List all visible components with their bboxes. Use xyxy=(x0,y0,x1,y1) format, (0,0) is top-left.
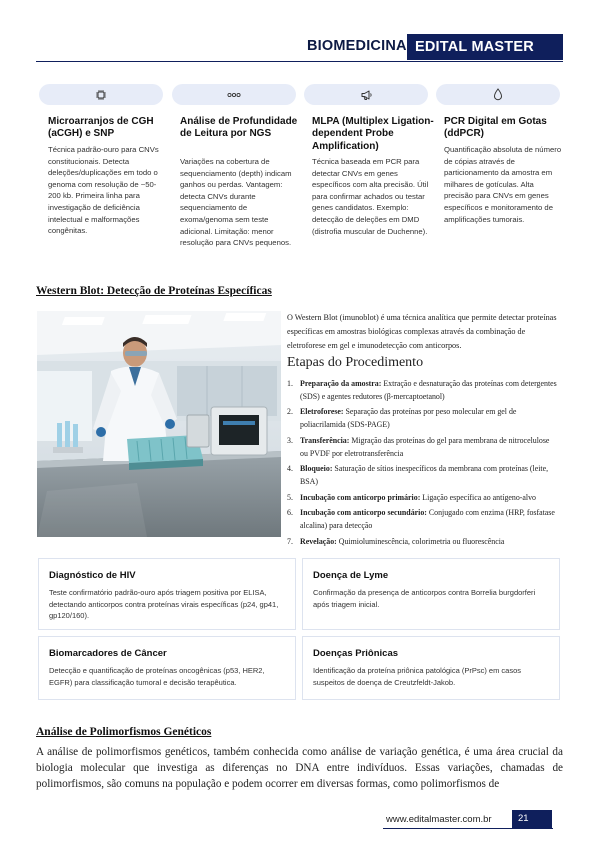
application-card xyxy=(38,636,296,700)
method-text-4: Quantificação absoluta de número de cópias através de particionamento da amostra em milhares de gotículas. Alta precisão para CNVs em genes específicos e monitoramento de amplificações tumorais. xyxy=(444,145,562,224)
step-label: Revelação: xyxy=(300,536,337,546)
step-label: Transferência: xyxy=(300,435,350,445)
application-card xyxy=(302,636,560,700)
method-pill-2 xyxy=(172,84,296,105)
card-text: Teste confirmatório padrão-ouro após triagem positiva por ELISA, detectando anticorpos contra proteínas virais específicas (p24, gp41, gp120/160). xyxy=(49,588,279,621)
application-card xyxy=(38,558,296,630)
step-item xyxy=(287,492,559,505)
step-item xyxy=(287,378,559,403)
card-title: Doenças Priônicas xyxy=(313,648,399,659)
step-number: 7. xyxy=(287,536,293,546)
step-number: 2. xyxy=(287,407,293,417)
step-number: 6. xyxy=(287,508,293,518)
procedure-steps xyxy=(287,378,559,551)
card-text: Confirmação da presença de anticorpos contra Borrelia burgdorferi após triagem inicial. xyxy=(313,588,536,609)
western-blot-heading: Western Blot: Detecção de Proteínas Específicas xyxy=(36,285,272,297)
card-text: Identificação da proteína priônica patológica (PrPsc) em casos suspeitos de doença de Creutzfeldt-Jakob. xyxy=(313,666,522,687)
step-number: 3. xyxy=(287,435,293,445)
method-title-1: Microarranjos de CGH (aCGH) e SNP xyxy=(48,116,154,140)
step-text: Extração e desnaturação das proteínas com detergentes (SDS) e agentes redutores (β-mercaptoetanol) xyxy=(300,379,557,401)
step-item xyxy=(287,463,559,488)
step-text: Saturação de sítios inespecíficos da membrana com proteínas (leite, BSA) xyxy=(300,464,549,486)
footer-divider xyxy=(383,828,553,829)
footer-url[interactable]: www.editalmaster.com.br xyxy=(386,814,492,825)
western-blot-intro: O Western Blot (imunoblot) é uma técnica analítica que permite detectar proteínas específicas em amostras biológicas complexas através da combinação de eletroforese em gel e imunodetecção com anticorpos. xyxy=(287,313,557,350)
step-number: 1. xyxy=(287,379,293,388)
polymorphism-paragraph: A análise de polimorfismos genéticos, também conhecida como análise de variação genética, é uma área crucial da biologia molecular que investiga as diferenças no DNA entre indivíduos. Essas variações, chamadas de polimorfismos, são comuns na população e podem ocorrer em diversas formas, como polimorfismos de xyxy=(36,746,563,790)
method-text-3: Técnica baseada em PCR para detectar CNVs em genes específicos com alta precisão. Útil para confirmar achados ou testar genes candidatos. Exemplo: detecção de deleções em DMD (distrofia muscular de Duchenne). xyxy=(312,157,429,236)
step-label: Incubação com anticorpo secundário: xyxy=(300,508,427,518)
dots-icon xyxy=(227,92,241,98)
method-pill-1 xyxy=(39,84,163,105)
steps-heading: Etapas do Procedimento xyxy=(287,355,424,370)
method-title-4: PCR Digital em Gotas (ddPCR) xyxy=(444,116,547,140)
polymorphism-heading: Análise de Polimorfismos Genéticos xyxy=(36,726,212,738)
step-text: Conjugado com enzima (HRP, fosfatase alcalina) para detecção xyxy=(300,508,555,531)
header-brand: EDITAL MASTER xyxy=(407,34,563,60)
method-pill-3 xyxy=(304,84,428,105)
step-label: Bloqueio: xyxy=(300,464,333,474)
droplet-icon xyxy=(493,88,503,101)
megaphone-icon xyxy=(360,89,373,101)
method-title-2: Análise de Profundidade de Leitura por NGS xyxy=(180,116,298,140)
step-text: Quimioluminescência, colorimetria ou fluorescência xyxy=(336,536,505,546)
step-label: Preparação da amostra: xyxy=(300,379,382,388)
page-number: 21 xyxy=(512,810,552,828)
header-subject: BIOMEDICINA xyxy=(307,38,407,54)
method-title-3: MLPA (Multiplex Ligation-dependent Probe Amplification) xyxy=(312,116,434,152)
card-text: Detecção e quantificação de proteínas oncogênicas (p53, HER2, EGFR) para classificação tumoral e decisão terapêutica. xyxy=(49,666,265,687)
method-text-2: Variações na cobertura de sequenciamento (depth) indicam ganhos ou perdas. Vantagem: detecta CNVs durante sequenciamento de exoma/genoma sem teste adicional. Limitação: menor resolução para CNVs pequenos. xyxy=(180,157,292,248)
card-title: Diagnóstico de HIV xyxy=(49,570,136,581)
step-item xyxy=(287,507,559,532)
step-item xyxy=(287,536,559,549)
step-number: 4. xyxy=(287,464,293,474)
chip-icon xyxy=(95,89,107,101)
step-text: Ligação específica ao antígeno-alvo xyxy=(420,492,536,502)
card-title: Biomarcadores de Câncer xyxy=(49,648,167,659)
step-label: Eletroforese: xyxy=(300,407,344,417)
step-text: Separação das proteínas por peso molecular em gel de poliacrilamida (SDS-PAGE) xyxy=(300,407,517,430)
application-card xyxy=(302,558,560,630)
step-item xyxy=(287,406,559,431)
header-divider xyxy=(36,61,563,62)
step-text: Migração das proteínas do gel para membrana de nitrocelulose ou PVDF por eletrotransferência xyxy=(300,435,550,458)
step-label: Incubação com anticorpo primário: xyxy=(300,492,421,502)
method-text-1: Técnica padrão-ouro para CNVs constitucionais. Detecta deleções/duplicações em todo o genoma com resolução de ~50-200 kb. Primeira linha para investigação de deficiência intelectual e malformações congênitas. xyxy=(48,145,159,236)
method-pill-4 xyxy=(436,84,560,105)
step-number: 5. xyxy=(287,492,293,502)
step-item xyxy=(287,435,559,460)
lab-photo xyxy=(37,311,281,537)
card-title: Doença de Lyme xyxy=(313,570,389,581)
